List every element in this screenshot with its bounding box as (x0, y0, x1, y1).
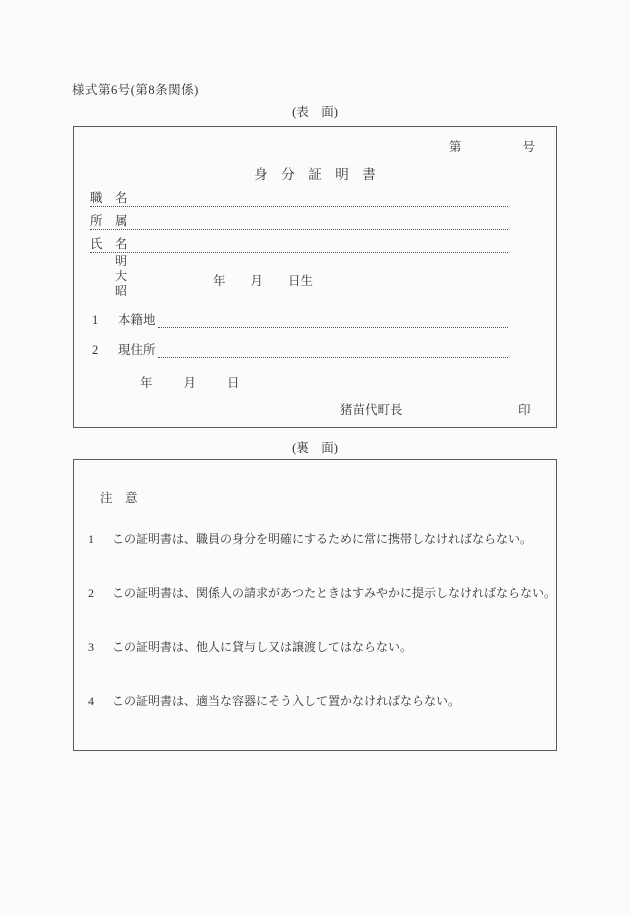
front-certificate-box (73, 126, 557, 428)
notice-item-text: この証明書は、他人に貸与し又は譲渡してはならない。 (112, 640, 413, 654)
notice-item-number: 4 (88, 694, 94, 708)
field-row-affiliation (90, 214, 508, 230)
notice-item-number: 2 (88, 586, 94, 600)
back-notice-box (73, 459, 557, 751)
notice-item (88, 532, 548, 547)
back-side-label: (裏 面) (292, 441, 338, 455)
notice-item-text: この証明書は、適当な容器にそう入して置かなければならない。 (112, 694, 461, 708)
certificate-number-row (449, 137, 535, 155)
era-options-column (115, 254, 127, 299)
notice-item (88, 586, 557, 601)
field-label-job-title: 職 名 (90, 191, 128, 205)
notice-title: 注 意 (100, 491, 138, 505)
field-number: 1 (92, 313, 99, 327)
field-row-current-address (92, 342, 508, 358)
notice-item-number: 1 (88, 532, 94, 546)
era-option-meiji: 明 (115, 254, 128, 268)
era-option-showa: 昭 (115, 284, 128, 298)
issue-date-line: 年 月 日 (140, 376, 242, 390)
certificate-title: 身 分 証 明 書 (254, 167, 376, 182)
certificate-number-prefix: 第 (448, 140, 462, 154)
seal-mark: 印 (518, 403, 531, 417)
field-label-affiliation: 所 属 (90, 214, 128, 228)
field-row-job-title (90, 191, 508, 207)
notice-item-text: この証明書は、関係人の請求があつたときはすみやかに提示しなければならない。 (112, 586, 557, 600)
fill-line-current-address (158, 354, 508, 358)
notice-item (88, 640, 548, 655)
fill-line-registered-domicile (158, 324, 508, 328)
notice-item-text: この証明書は、職員の身分を明確にするために常に携帯しなければならない。 (112, 532, 533, 546)
field-label-registered-domicile: 本籍地 (118, 313, 156, 327)
era-option-taisho: 大 (115, 269, 128, 283)
certificate-number-suffix: 号 (522, 140, 535, 154)
notice-item-number: 3 (88, 640, 94, 654)
field-row-registered-domicile (92, 312, 508, 328)
issuer-name: 猪苗代町長 (340, 403, 403, 417)
birthdate-line: 年 月 日生 (213, 274, 314, 288)
field-label-name: 氏 名 (90, 237, 128, 251)
field-label-current-address: 現住所 (118, 343, 156, 357)
front-side-label: (表 面) (292, 105, 338, 119)
form-number: 様式第6号(第8条関係) (72, 83, 199, 97)
field-number: 2 (92, 343, 99, 357)
notice-item (88, 694, 548, 709)
field-row-name (90, 237, 508, 253)
